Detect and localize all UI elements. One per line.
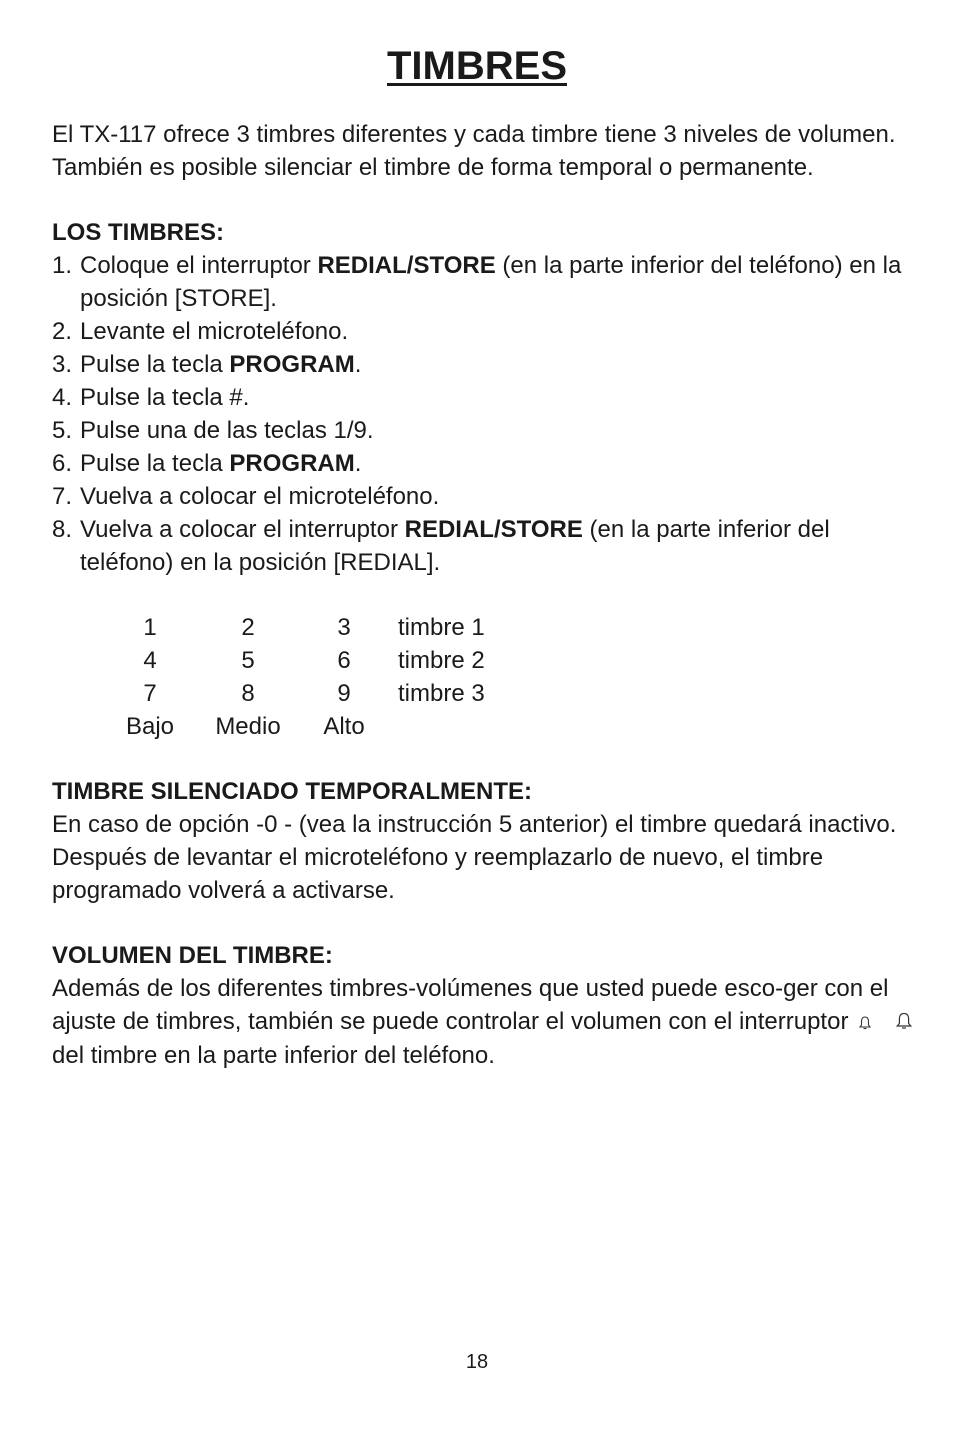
step-text: (en la parte inferior del teléfono) en la posición [REDIAL]. [80, 516, 830, 576]
table-cell: 4 [143, 647, 157, 674]
step-text: Vuelva a colocar el interruptor [80, 516, 405, 543]
list-item [52, 414, 922, 447]
table-cell: 1 [143, 614, 157, 641]
step-text: Coloque el interruptor [80, 252, 318, 279]
table-cell: 5 [241, 647, 255, 674]
silenciado-paragraph: En caso de opción -0 - (vea la instrucción 5 anterior) el timbre quedará inactivo. Después de levantar el microteléfono y reemplazarlo de nuevo, el timbre programado volverá a activarse. [52, 811, 897, 904]
bell-small-icon [859, 1006, 871, 1039]
step-text: (en la parte inferior del teléfono) en la posición [STORE]. [80, 252, 902, 312]
bell-large-icon [896, 1006, 912, 1039]
list-item [52, 447, 922, 480]
step-number: 1. [52, 252, 73, 279]
table-cell: 6 [337, 647, 351, 674]
list-item [52, 249, 922, 315]
step-text: Pulse la tecla [80, 450, 230, 477]
step-text: Pulse la tecla [80, 351, 230, 378]
table-cell: 8 [241, 680, 255, 707]
ring-table [116, 611, 528, 743]
section-heading-silenciado: TIMBRE SILENCIADO TEMPORALMENTE: [52, 778, 532, 805]
intro-paragraph: El TX-117 ofrece 3 timbres diferentes y cada timbre tiene 3 niveles de volumen. También es posible silenciar el timbre de forma temporal o permanente. [52, 121, 896, 181]
step-number: 2. [52, 318, 73, 345]
step-number: 6. [52, 450, 73, 477]
list-item [52, 348, 922, 381]
page-number: 18 [465, 1351, 489, 1373]
page-title: TIMBRES [387, 44, 567, 88]
level-label: Bajo [125, 713, 175, 740]
steps-list [52, 249, 922, 579]
step-number: 8. [52, 516, 73, 543]
list-item [52, 381, 922, 414]
section-heading-los-timbres: LOS TIMBRES: [52, 219, 224, 246]
step-bold: REDIAL/STORE [404, 516, 583, 543]
list-item [52, 480, 922, 513]
table-cell: 7 [143, 680, 157, 707]
step-bold: PROGRAM [229, 450, 355, 477]
volumen-text: Además de los diferentes timbres-volúmenes que usted puede esco-ger con el ajuste de timbres, también se puede controlar el volumen con el interruptor [52, 975, 889, 1035]
step-text: Pulse una de las teclas 1/9. [80, 417, 374, 444]
table-cell: 9 [337, 680, 351, 707]
table-cell: timbre 3 [398, 680, 485, 707]
step-text: Levante el microteléfono. [80, 318, 349, 345]
step-text: Vuelva a colocar el microteléfono. [80, 483, 440, 510]
step-text: . [354, 450, 362, 477]
table-cell: 3 [337, 614, 351, 641]
step-number: 5. [52, 417, 73, 444]
table-cell: timbre 1 [398, 614, 485, 641]
list-item [52, 315, 922, 348]
step-bold: REDIAL/STORE [317, 252, 496, 279]
step-text: Pulse la tecla #. [80, 384, 250, 411]
step-number: 4. [52, 384, 73, 411]
volumen-paragraph [52, 972, 922, 1072]
table-cell: 2 [241, 614, 255, 641]
step-number: 3. [52, 351, 73, 378]
section-heading-volumen: VOLUMEN DEL TIMBRE: [52, 942, 333, 969]
table-row [116, 644, 528, 677]
step-bold: PROGRAM [229, 351, 355, 378]
table-row [116, 611, 528, 644]
table-row [116, 677, 528, 710]
table-row-levels [116, 710, 528, 743]
level-label: Alto [323, 713, 365, 740]
level-label: Medio [215, 713, 281, 740]
table-cell: timbre 2 [398, 647, 485, 674]
step-text: . [354, 351, 362, 378]
page-content [52, 118, 922, 1072]
volumen-text: del timbre en la parte inferior del teléfono. [52, 1042, 495, 1070]
step-number: 7. [52, 483, 73, 510]
list-item [52, 513, 922, 579]
